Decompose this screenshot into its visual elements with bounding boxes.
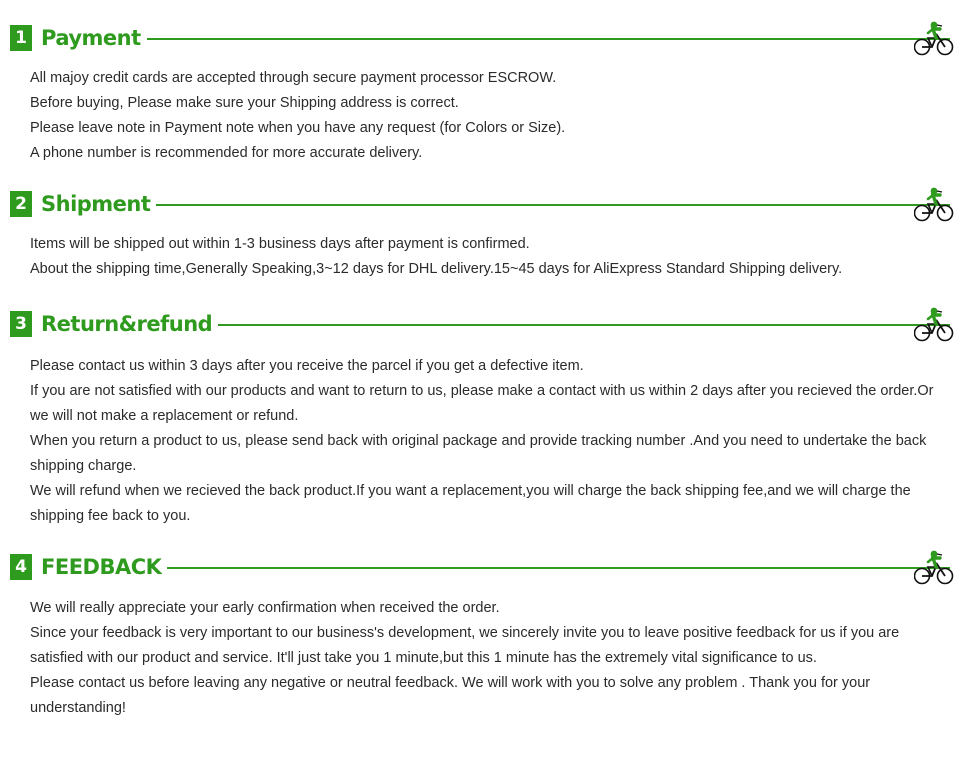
body-line: A phone number is recommended for more accurate delivery. xyxy=(30,145,423,161)
section-feedback xyxy=(0,545,960,721)
section-number-badge: 4 xyxy=(10,554,32,580)
title-divider xyxy=(218,324,950,326)
body-line: When you return a product to us, please send back with original package and provide tracking number .And you need to undertake the back shipping charge. xyxy=(30,433,931,474)
section-return-refund xyxy=(0,302,960,529)
body-line: Please contact us before leaving any negative or neutral feedback. We will work with you to solve any problem . Thank you for your understanding! xyxy=(30,675,875,716)
body-line: All majoy credit cards are accepted through secure payment processor ESCROW. xyxy=(30,70,557,86)
body-line: Please leave note in Payment note when you have any request (for Colors or Size). xyxy=(30,120,566,136)
section-header xyxy=(0,302,960,346)
body-line: Items will be shipped out within 1-3 business days after payment is confirmed. xyxy=(30,236,530,252)
cyclist-icon xyxy=(914,306,954,344)
spacer xyxy=(0,529,960,545)
cyclist-icon xyxy=(914,20,954,58)
section-header xyxy=(0,16,960,60)
title-divider xyxy=(147,38,950,40)
body-line: Since your feedback is very important to our business's development, we sincerely invite you to leave positive feedback for us if you are satisfied with our product and service. It'll just take you 1 minute,but this 1 minute has the extremely vital significance to us. xyxy=(30,625,904,666)
section-header xyxy=(0,182,960,226)
body-line: We will really appreciate your early confirmation when received the order. xyxy=(30,600,500,616)
spacer xyxy=(0,282,960,302)
section-number-badge: 1 xyxy=(10,25,32,51)
title-divider xyxy=(156,204,950,206)
body-line: Please contact us within 3 days after you receive the parcel if you get a defective item. xyxy=(30,358,584,374)
body-line: Before buying, Please make sure your Shipping address is correct. xyxy=(30,95,459,111)
body-line: If you are not satisfied with our products and want to return to us, please make a contact with us within 2 days after you recieved the order.Or we will not make a replacement or refund. xyxy=(30,383,938,424)
section-body xyxy=(0,346,960,529)
section-body xyxy=(0,589,960,721)
cyclist-icon xyxy=(914,186,954,224)
section-title: Shipment xyxy=(41,192,151,216)
section-header xyxy=(0,545,960,589)
section-body xyxy=(0,226,960,282)
title-divider xyxy=(167,567,950,569)
section-body xyxy=(0,60,960,166)
section-shipment xyxy=(0,182,960,282)
section-title: Payment xyxy=(41,26,141,50)
section-number-badge: 3 xyxy=(10,311,32,337)
section-title: FEEDBACK xyxy=(41,555,162,579)
body-line: We will refund when we recieved the back product.If you want a replacement,you will charge the back shipping fee,and we will charge the shipping fee back to you. xyxy=(30,483,915,524)
section-title: Return&refund xyxy=(41,312,213,336)
cyclist-icon xyxy=(914,549,954,587)
body-line: About the shipping time,Generally Speaking,3~12 days for DHL delivery.15~45 days for AliExpress Standard Shipping delivery. xyxy=(30,261,843,277)
spacer xyxy=(0,166,960,182)
section-payment xyxy=(0,16,960,166)
section-number-badge: 2 xyxy=(10,191,32,217)
